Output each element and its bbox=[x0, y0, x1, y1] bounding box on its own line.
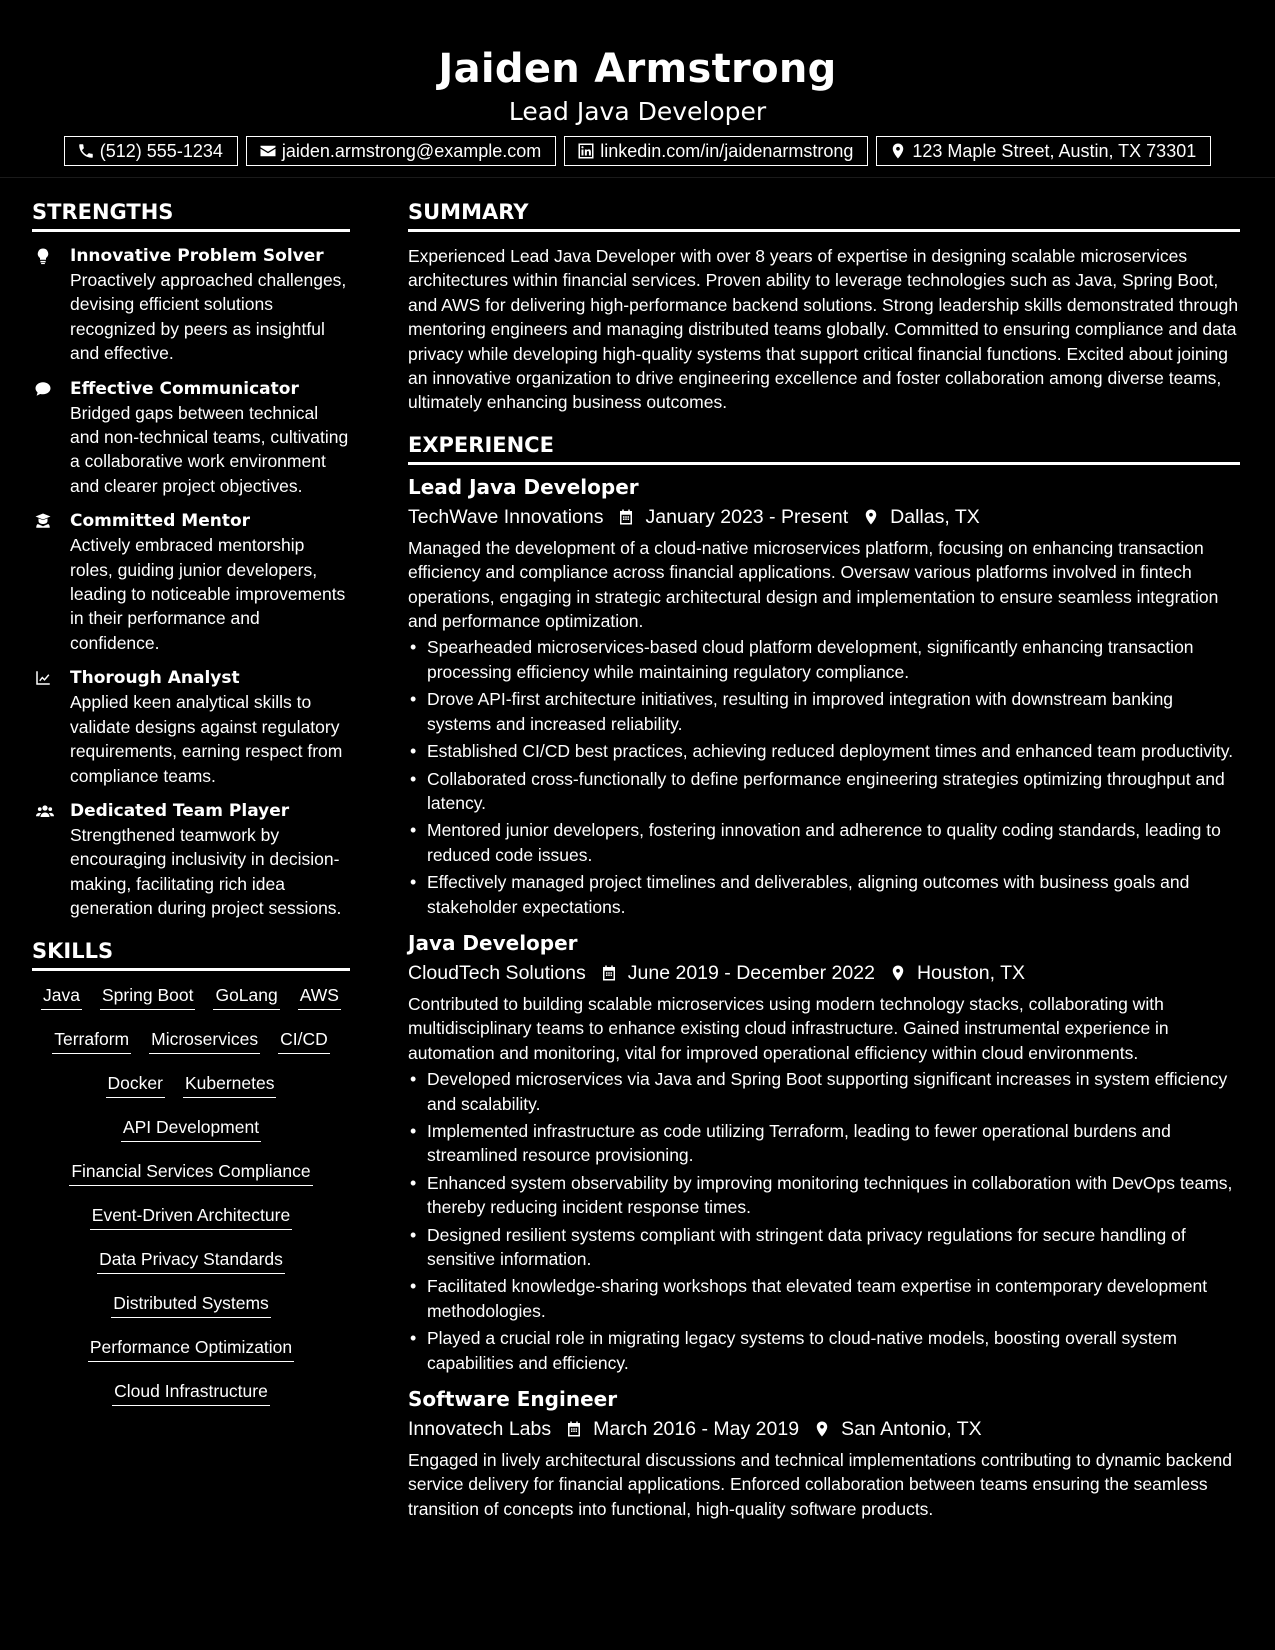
skill-tag: Performance Optimization bbox=[88, 1335, 294, 1362]
skill-tag: GoLang bbox=[213, 983, 279, 1010]
job-entry bbox=[408, 1385, 1240, 1521]
job-location: Houston, TX bbox=[916, 961, 1025, 984]
strength-title: Effective Communicator bbox=[70, 378, 299, 399]
calendar-icon bbox=[565, 1420, 583, 1438]
contact-bar bbox=[0, 136, 1275, 166]
job-dates: June 2019 - December 2022 bbox=[627, 961, 875, 984]
teacher-icon bbox=[34, 512, 52, 530]
linkedin-icon bbox=[577, 142, 595, 160]
map-pin-icon bbox=[813, 1420, 831, 1438]
contact-phone-text: (512) 555-1234 bbox=[99, 141, 223, 161]
strength-item bbox=[32, 799, 350, 921]
map-pin-icon bbox=[889, 142, 907, 160]
job-title: Software Engineer bbox=[408, 1387, 618, 1412]
job-company: Innovatech Labs bbox=[408, 1418, 552, 1441]
line-chart-icon bbox=[34, 669, 52, 687]
contact-linkedin[interactable] bbox=[564, 136, 868, 166]
strength-desc: Bridged gaps between technical and non-technical teams, cultivating a collaborative work environment and clearer project objectives. bbox=[70, 402, 349, 496]
job-bullets bbox=[408, 635, 1240, 918]
lightbulb-icon bbox=[34, 247, 52, 265]
calendar-icon bbox=[617, 508, 635, 526]
job-bullet: • Facilitated knowledge-sharing workshops that elevated team expertise in contemporary development methodologies. bbox=[408, 1274, 1240, 1323]
skill-tag: Microservices bbox=[149, 1027, 260, 1054]
skill-tag: Docker bbox=[106, 1071, 165, 1098]
skill-tag: CI/CD bbox=[278, 1027, 330, 1054]
skill-tag: Cloud Infrastructure bbox=[112, 1379, 270, 1406]
skill-tag: Kubernetes bbox=[183, 1071, 277, 1098]
job-bullet: • Collaborated cross-functionally to define performance engineering strategies optimizing throughput and latency. bbox=[408, 767, 1240, 816]
skill-tag: Terraform bbox=[52, 1027, 131, 1054]
strength-item bbox=[32, 666, 350, 788]
skill-tag: Java bbox=[41, 983, 82, 1010]
resume-header bbox=[0, 0, 1275, 178]
summary-text: Experienced Lead Java Developer with over 8 years of expertise in designing scalable microservices architectures within financial services. Proven ability to leverage technologies such as Java, Spring Boot, and AWS for delivering high-performance backend solutions. Strong leadership skills demonstrated through mentoring engineers and managing distributed teams globally. Committed to ensuring compliance and data privacy while developing high-quality systems that support critical financial functions. Excited about joining an innovative organization to drive engineering excellence and foster collaboration among diverse teams, ultimately enhancing business outcomes. bbox=[408, 246, 1239, 413]
job-bullet: • Implemented infrastructure as code utilizing Terraform, leading to fewer operational burdens and streamlined resource provisioning. bbox=[408, 1119, 1240, 1168]
skill-tag: Financial Services Compliance bbox=[69, 1159, 312, 1186]
job-bullet: • Developed microservices via Java and Spring Boot supporting significant increases in system efficiency and scalability. bbox=[408, 1067, 1240, 1116]
map-pin-icon bbox=[889, 964, 907, 982]
job-location: Dallas, TX bbox=[890, 505, 980, 528]
contact-address-text: 123 Maple Street, Austin, TX 73301 bbox=[912, 141, 1197, 161]
job-bullet: • Played a crucial role in migrating legacy systems to cloud-native models, boosting overall system capabilities and efficiency. bbox=[408, 1326, 1240, 1375]
contact-linkedin-text: linkedin.com/in/jaidenarmstrong bbox=[600, 141, 854, 161]
job-dates: March 2016 - May 2019 bbox=[593, 1418, 800, 1441]
strength-title: Innovative Problem Solver bbox=[70, 246, 324, 266]
skill-tag: AWS bbox=[298, 983, 341, 1010]
strength-desc: Strengthened teamwork by encouraging inclusivity in decision-making, facilitating rich idea generation during project sessions. bbox=[70, 824, 342, 919]
job-dates: January 2023 - Present bbox=[645, 505, 849, 528]
job-meta bbox=[408, 1414, 1240, 1444]
job-bullet: • Designed resilient systems compliant with stringent data privacy regulations for secure handling of sensitive information. bbox=[408, 1223, 1240, 1272]
strength-desc: Applied keen analytical skills to validate designs against regulatory requirements, earning respect from compliance teams. bbox=[70, 692, 343, 786]
job-description: Managed the development of a cloud-native microservices platform, focusing on enhancing transaction efficiency and compliance across financial applications. Oversaw various platforms involved in fintech operations, engaging in strategic architectural design and implementation to ensure seamless integration and performance optimization. bbox=[408, 537, 1219, 632]
job-bullets bbox=[408, 1067, 1240, 1375]
contact-email-text: jaiden.armstrong@example.com bbox=[281, 141, 542, 161]
job-company: TechWave Innovations bbox=[408, 505, 604, 528]
job-title: Lead Java Developer bbox=[408, 474, 639, 499]
phone-icon bbox=[77, 142, 95, 160]
skill-tag: Spring Boot bbox=[100, 983, 195, 1010]
job-description: Engaged in lively architectural discussions and technical implementations contributing to dynamic backend service delivery for financial applications. Enforced collaboration between teams ensuring the seamless transition of concepts into functional, high-quality software products. bbox=[408, 1450, 1232, 1519]
users-icon bbox=[34, 802, 56, 820]
job-bullet: • Enhanced system observability by improving monitoring techniques in collaboration with DevOps teams, thereby reducing incident response times. bbox=[408, 1171, 1240, 1220]
strength-desc: Actively embraced mentorship roles, guiding junior developers, leading to noticeable improvements in their performance and confidence. bbox=[70, 535, 346, 653]
job-bullet: • Spearheaded microservices-based cloud platform development, significantly enhancing transaction processing efficiency while maintaining regulatory compliance. bbox=[408, 635, 1240, 684]
job-meta bbox=[408, 958, 1240, 988]
job-bullet: • Mentored junior developers, fostering innovation and adherence to quality coding standards, leading to reduced code issues. bbox=[408, 818, 1240, 867]
skill-tag: Data Privacy Standards bbox=[97, 1247, 285, 1274]
skill-tag: API Development bbox=[121, 1115, 261, 1142]
strength-title: Dedicated Team Player bbox=[70, 800, 290, 821]
map-pin-icon bbox=[862, 508, 880, 526]
job-entry bbox=[408, 473, 1240, 919]
summary-heading: SUMMARY bbox=[408, 196, 1240, 232]
contact-email[interactable] bbox=[246, 136, 556, 166]
job-company: CloudTech Solutions bbox=[408, 961, 586, 984]
job-description: Contributed to building scalable microservices using modern technology stacks, collaborating with multidisciplinary teams to enhance existing cloud infrastructure. Gained instrumental experience in automation and monitoring, vital for improved operational efficiency within cloud environments. bbox=[408, 993, 1169, 1063]
job-meta bbox=[408, 502, 1240, 532]
strength-item bbox=[32, 509, 350, 655]
experience-heading: EXPERIENCE bbox=[408, 429, 1240, 465]
skills-list bbox=[32, 977, 350, 1417]
strength-item bbox=[32, 377, 350, 499]
comment-icon bbox=[34, 380, 52, 398]
job-bullet: • Drove API-first architecture initiatives, resulting in improved integration with downstream banking systems and increased reliability. bbox=[408, 687, 1240, 736]
skill-tag: Event-Driven Architecture bbox=[90, 1203, 292, 1230]
calendar-icon bbox=[600, 964, 618, 982]
job-bullet: • Effectively managed project timelines and deliverables, aligning outcomes with business goals and stakeholder expectations. bbox=[408, 870, 1240, 919]
strength-title: Committed Mentor bbox=[70, 511, 251, 532]
contact-phone[interactable] bbox=[64, 136, 238, 166]
candidate-name: Jaiden Armstrong bbox=[438, 46, 837, 92]
job-location: San Antonio, TX bbox=[841, 1418, 982, 1441]
skill-tag: Distributed Systems bbox=[111, 1291, 271, 1318]
envelope-icon bbox=[259, 142, 277, 160]
skills-heading: SKILLS bbox=[32, 935, 350, 971]
strength-title: Thorough Analyst bbox=[70, 668, 240, 689]
strength-item bbox=[32, 244, 350, 366]
job-bullet: • Established CI/CD best practices, achieving reduced deployment times and enhanced team productivity. bbox=[408, 739, 1240, 763]
right-column bbox=[408, 196, 1240, 1531]
candidate-role: Lead Java Developer bbox=[508, 97, 767, 126]
job-entry bbox=[408, 929, 1240, 1375]
contact-address[interactable] bbox=[876, 136, 1211, 166]
left-column bbox=[32, 196, 350, 1417]
strength-desc: Proactively approached challenges, devising efficient solutions recognized by peers as insightful and effective. bbox=[70, 270, 347, 364]
strengths-heading: STRENGTHS bbox=[32, 196, 350, 232]
job-title: Java Developer bbox=[408, 930, 578, 955]
